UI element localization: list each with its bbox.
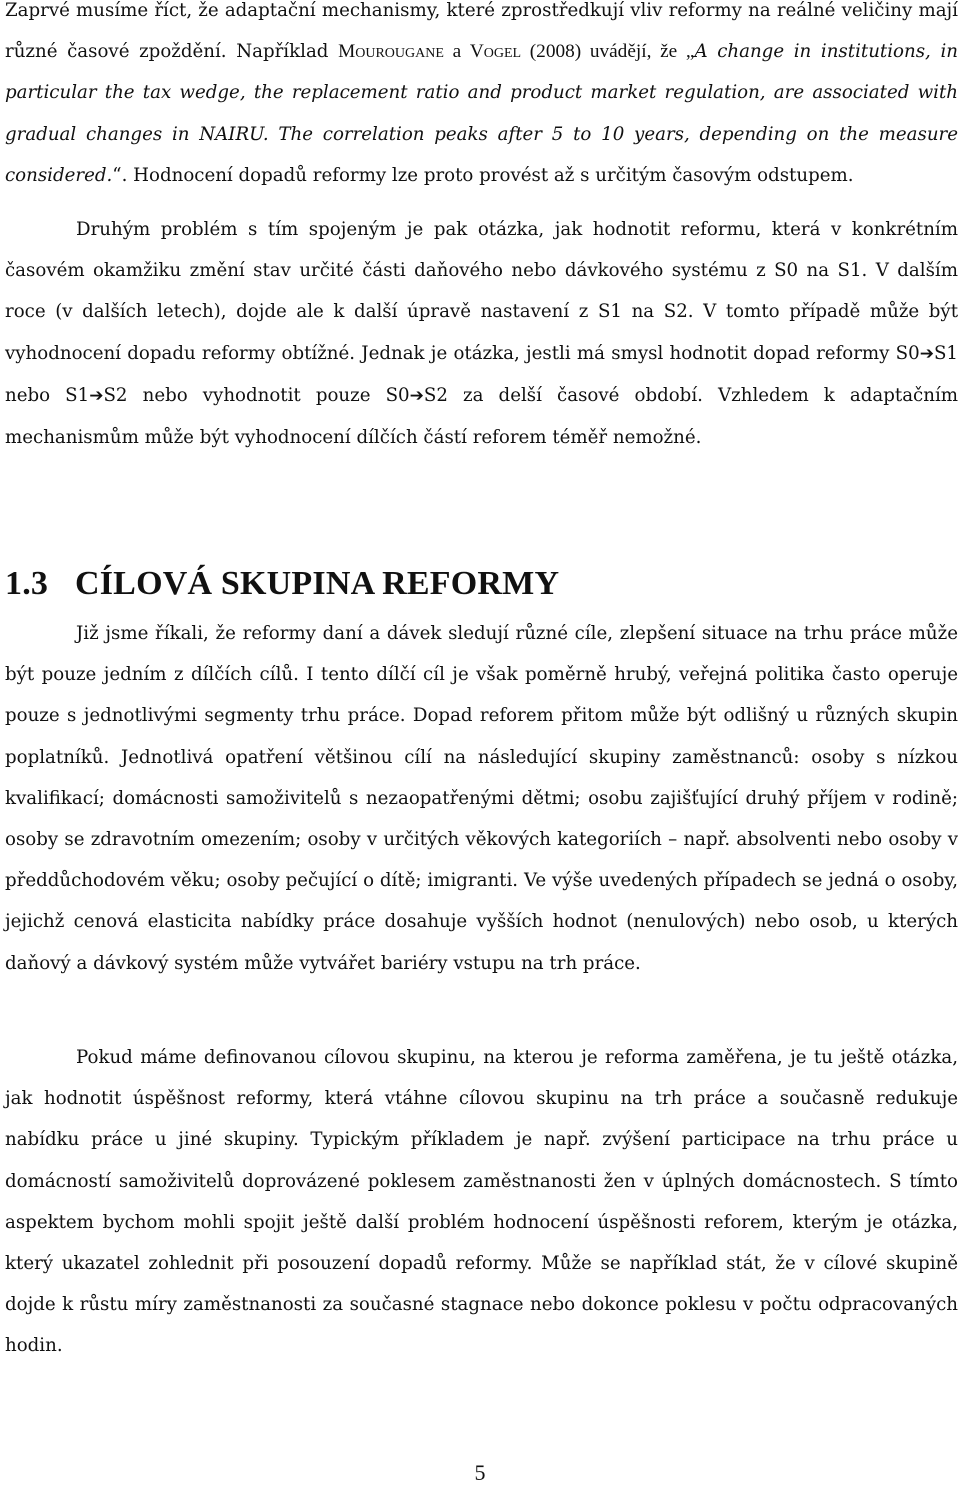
paragraph-evaluation-problem — [5, 209, 958, 458]
author-name: Mourougane — [338, 41, 444, 63]
arrow-right-icon: ➔ — [919, 343, 934, 364]
section-number: 1.3 — [5, 565, 49, 602]
paragraph-adaptation-delay — [5, 0, 958, 196]
paragraph-text: S1 nebo S1 — [5, 342, 958, 406]
page-number: 5 — [474, 1460, 486, 1485]
author-name: Vogel — [469, 41, 522, 63]
paragraph-text: (2008) uvádějí, že „ — [521, 41, 695, 63]
paragraph-text: a — [443, 41, 470, 63]
paragraph-text: “. Hodnocení dopadů reformy lze proto provést až s určitým časovým odstupem. — [112, 164, 854, 186]
section-title: CÍLOVÁ SKUPINA REFORMY — [75, 565, 560, 602]
paragraph-text: S2 za delší časové období. Vzhledem k adaptačním mechanismům může být vyhodnocení dílčích částí reforem téměř nemožné. — [5, 384, 959, 449]
paragraph-target-groups: Již jsme říkali, že reformy daní a dávek sledují různé cíle, zlepšení situace na trhu práce může být pouze jedním z dílčích cílů. I tento dílčí cíl je však poměrně hrubý, veřejná politika často operuje pouze s jednotlivými segmenty trhu práce. Dopad reforem přitom může být odlišný u různých skupin poplatníků. Jednotlivá opatření většinou cílí na následující skupiny zaměstnanců: osoby s nízkou kvalifikací; domácnosti samoživitelů s nezaopatřenými dětmi; osobu zajišťující druhý příjem v rodině; osoby se zdravotním omezením; osoby v určitých věkových kategoriích – např. absolventi nebo osoby v předdůchodovém věku; osoby pečující o dítě; imigranti. Ve výše uvedených případech se jedná o osoby, jejichž cenová elasticita nabídky práce dosahuje vyšších hodnot (nenulových) nebo osob, u kterých daňový a dávkový systém může vytvářet bariéry vstupu na trh práce. — [5, 623, 958, 974]
paragraph-text: Druhým problém s tím spojeným je pak otázka, jak hodnotit reformu, která v konkrétním časovém okamžiku změní stav určité části daňového nebo dávkového systému z S0 na S1. V dalším roce (v dalších letech), dojde ale k další úpravě nastavení z S1 na S2. V tomto případě může být vyhodnocení dopadu reformy obtížné. Jednak je otázka, jestli má smysl hodnotit dopad reformy S0 — [5, 219, 958, 364]
section-heading — [5, 563, 559, 605]
paragraph-text: Zaprvé musíme říct, že adaptační mechanismy, které zprostředkují vliv reformy na reálné veličiny mají různé časové zpoždění. Například — [5, 0, 958, 63]
paragraph-success-evaluation: Pokud máme definovanou cílovou skupinu, na kterou je reforma zaměřena, je tu ještě otázka, jak hodnotit úspěšnost reformy, která vtáhne cílovou skupinu na trh práce a současně redukuje nabídku práce u jiné skupiny. Typickým příkladem je např. zvýšení participace na trhu práce u domácností samoživitelů doprovázené poklesem zaměstnanosti žen v úplných domácnostech. S tímto aspektem bychom mohli spojit ještě další problém hodnocení úspěšnosti reforem, kterým je otázka, který ukazatel zohlednit při posouzení dopadů reformy. Může se například stát, že v cílové skupině dojde k růstu míry zaměstnanosti za současné stagnace nebo dokonce poklesu v počtu odpracovaných hodin. — [5, 1047, 958, 1357]
english-quotation: A change in institutions, in particular the tax wedge, the replacement ratio and product market regulation, are associated with gradual changes in NAIRU. The correlation peaks after 5 to 10 years, depending on the measure considered. — [5, 41, 958, 186]
arrow-right-icon: ➔ — [409, 385, 424, 406]
arrow-right-icon: ➔ — [89, 385, 104, 406]
paragraph-text: S2 nebo vyhodnotit pouze S0 — [103, 384, 410, 406]
